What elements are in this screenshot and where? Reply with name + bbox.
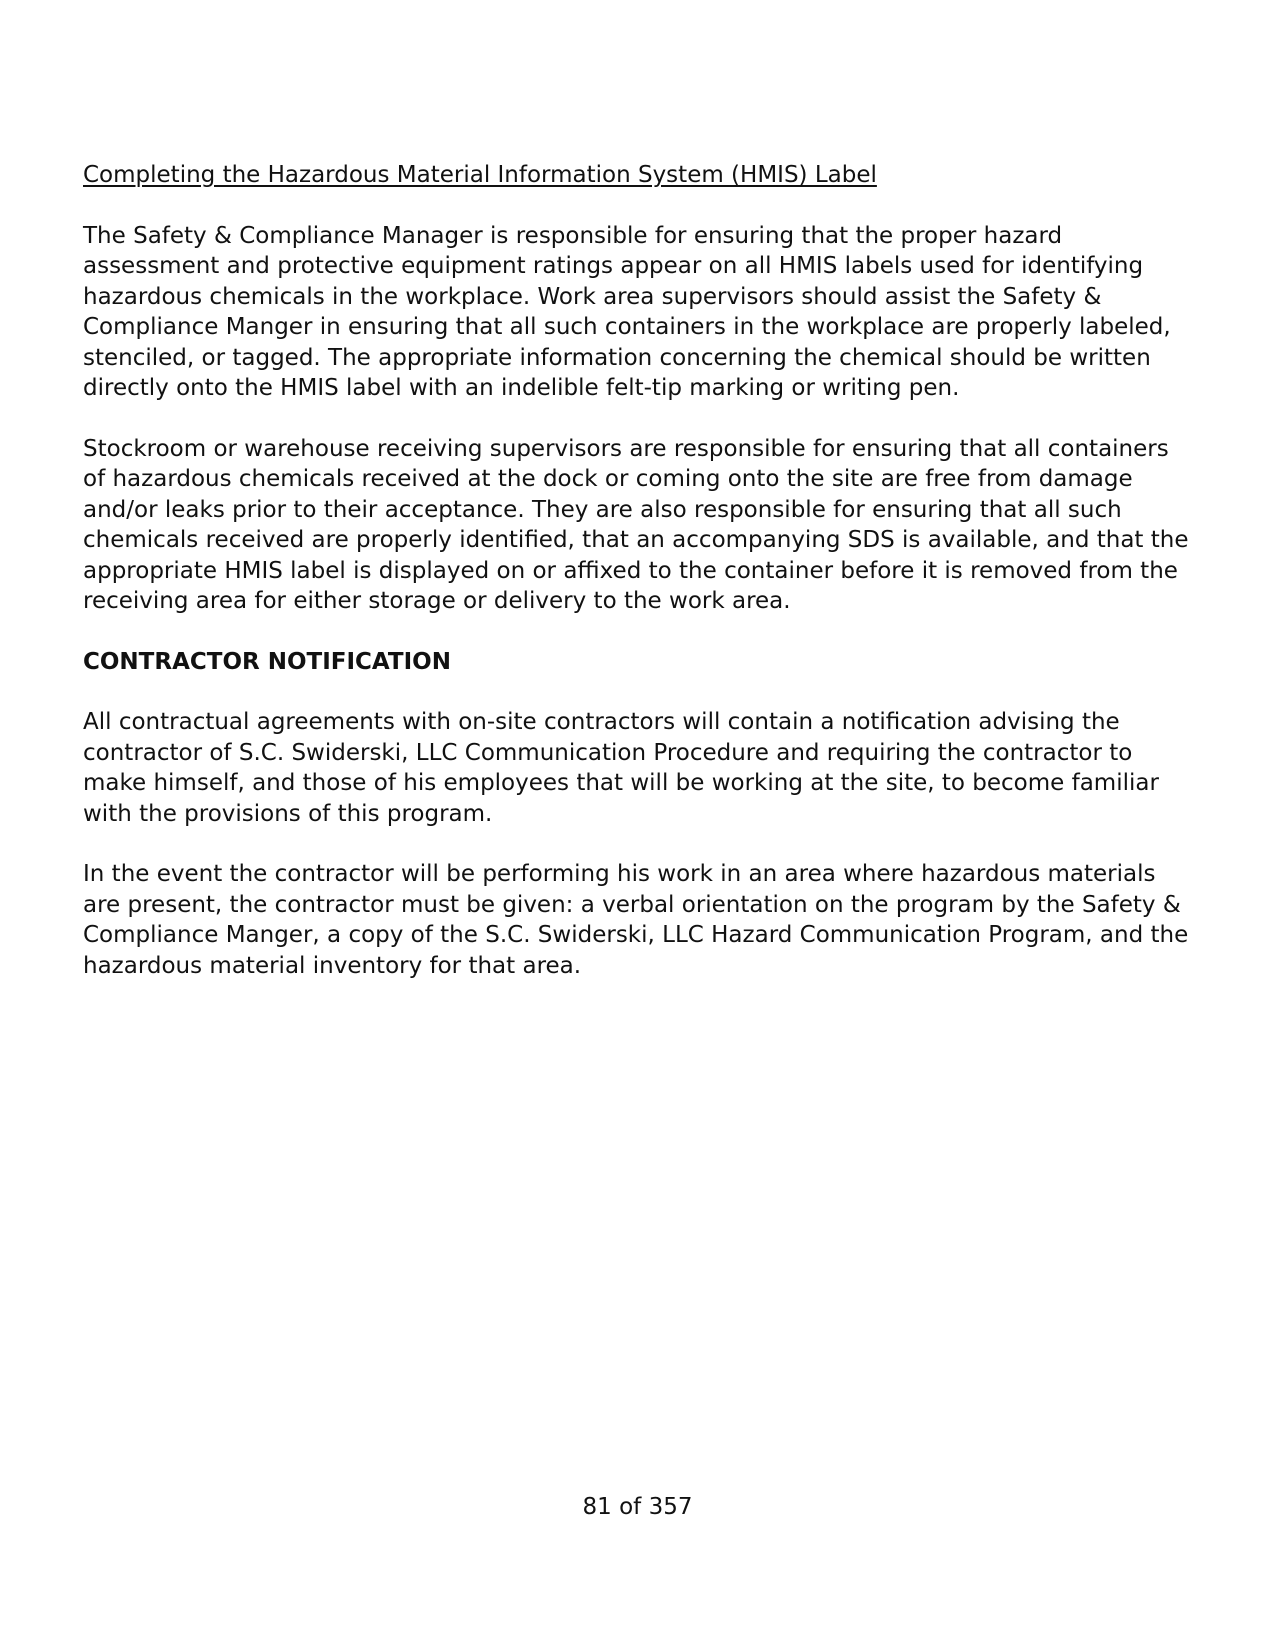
paragraph-contractor-orientation: In the event the contractor will be performing his work in an area where hazardous materials are present, the contractor must be given: a verbal orientation on the program by the Safety & Compliance Manger, a copy of the S.C. Swiderski, LLC Hazard Communication Program, and the hazardous material inventory for that area. bbox=[83, 861, 1189, 979]
document-body bbox=[83, 160, 1193, 981]
spacer bbox=[83, 404, 1193, 434]
hmis-subheading: Completing the Hazardous Material Information System (HMIS) Label bbox=[83, 162, 877, 188]
paragraph-hmis-responsibility: The Safety & Compliance Manager is responsible for ensuring that the proper hazard assessment and protective equipment ratings appear on all HMIS labels used for identifying hazardous chemicals in the workplace. Work area supervisors should assist the Safety & Compliance Manger in ensuring that all such containers in the workplace are properly labeled, stenciled, or tagged. The appropriate information concerning the chemical should be written directly onto the HMIS label with an indelible felt-tip marking or writing pen. bbox=[83, 222, 1171, 401]
spacer bbox=[83, 191, 1193, 221]
paragraph-contractual-agreements: All contractual agreements with on-site contractors will contain a notification advising the contractor of S.C. Swiderski, LLC Communication Procedure and requiring the contractor to make himself, and those of his employees that will be working at the site, to become familiar with the provisions of this program. bbox=[83, 709, 1159, 827]
paragraph-receiving-supervisors: Stockroom or warehouse receiving supervisors are responsible for ensuring that all containers of hazardous chemicals received at the dock or coming onto the site are free from damage and/or leaks prior to their acceptance. They are also responsible for ensuring that all such chemicals received are properly identified, that an accompanying SDS is available, and that the appropriate HMIS label is displayed on or affixed to the container before it is removed from the receiving area for either storage or delivery to the work area. bbox=[83, 435, 1189, 614]
spacer bbox=[83, 617, 1193, 647]
spacer bbox=[83, 677, 1193, 707]
page-number: 81 of 357 bbox=[582, 1494, 693, 1520]
section-heading-contractor-notification: CONTRACTOR NOTIFICATION bbox=[83, 648, 451, 675]
spacer bbox=[83, 829, 1193, 859]
